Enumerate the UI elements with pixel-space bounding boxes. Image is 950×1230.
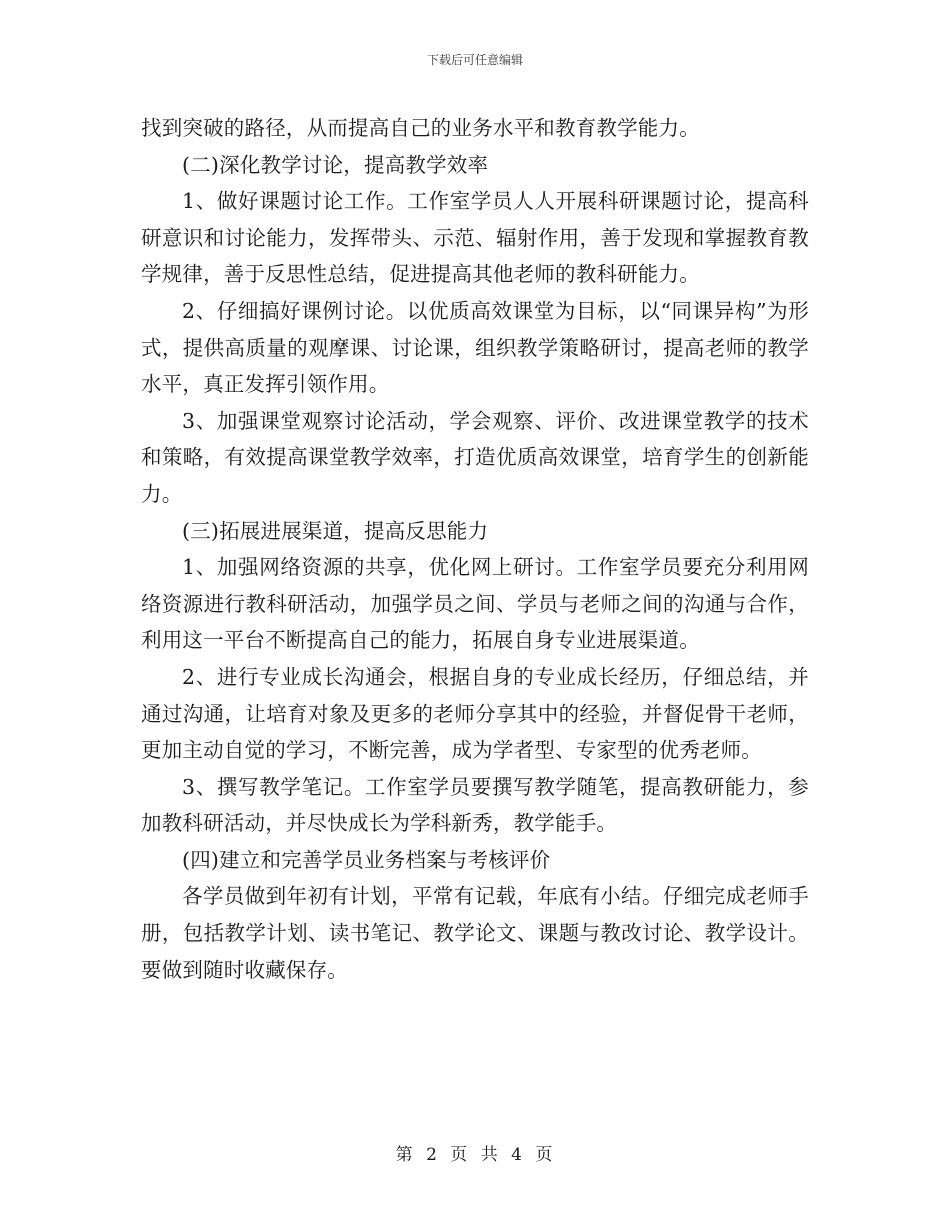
section-heading: (二)深化教学讨论，提高教学效率 bbox=[182, 152, 489, 177]
document-body bbox=[141, 110, 809, 988]
paragraph: 2、进行专业成长沟通会，根据自身的专业成长经历，仔细总结，并通过沟通，让培育对象及更多的老师分享其中的经验，并督促骨干老师，更加主动自觉的学习，不断完善，成为学者型、专家型的优秀老师。 bbox=[141, 664, 809, 763]
page-header: 下载后可任意编辑 bbox=[426, 53, 523, 67]
paragraph: 找到突破的路径，从而提高自己的业务水平和教育教学能力。 bbox=[141, 116, 700, 140]
paragraph: 3、撰写教学笔记。工作室学员要撰写教学随笔，提高教研能力，参加教科研活动，并尽快成长为学科新秀，教学能手。 bbox=[141, 774, 809, 836]
section-heading: (四)建立和完善学员业务档案与考核评价 bbox=[182, 847, 551, 872]
paragraph: 3、加强课堂观察讨论活动，学会观察、评价、改进课堂教学的技术和策略，有效提高课堂教学效率，打造优质高效课堂，培育学生的创新能力。 bbox=[141, 408, 809, 506]
paragraph: 1、做好课题讨论工作。工作室学员人人开展科研课题讨论，提高科研意识和讨论能力，发挥带头、示范、辐射作用，善于发现和掌握教育教学规律，善于反思性总结，促进提高其他老师的教科研能力。 bbox=[141, 189, 809, 287]
paragraph: 2、仔细搞好课例讨论。以优质高效课堂为目标，以“同课异构”为形式，提供高质量的观摩课、讨论课，组织教学策略研讨，提高老师的教学水平，真正发挥引领作用。 bbox=[141, 298, 809, 397]
paragraph: 1、加强网络资源的共享，优化网上研讨。工作室学员要充分利用网络资源进行教科研活动，加强学员之间、学员与老师之间的沟通与合作，利用这一平台不断提高自己的能力，拓展自身专业进展渠道。 bbox=[141, 555, 809, 653]
page-number: 第 2 页 共 4 页 bbox=[395, 1145, 555, 1165]
paragraph: 各学员做到年初有计划，平常有记载，年底有小结。仔细完成老师手册，包括教学计划、读书笔记、教学论文、课题与教改讨论、教学设计。要做到随时收藏保存。 bbox=[141, 884, 809, 982]
section-heading: (三)拓展进展渠道，提高反思能力 bbox=[182, 518, 489, 543]
